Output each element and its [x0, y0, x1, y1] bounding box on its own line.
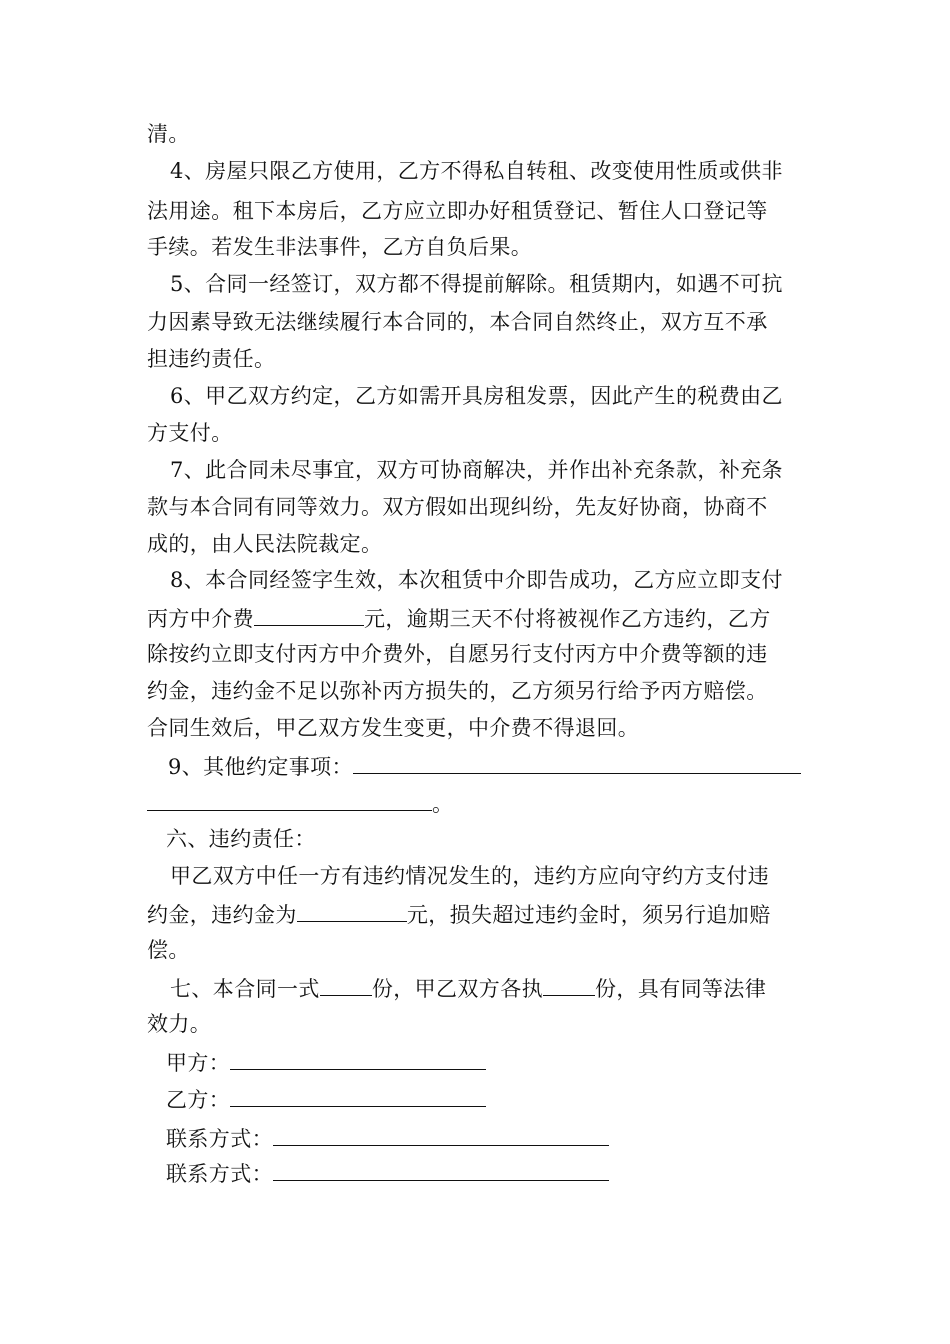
clause-4-line-1: 4、房屋只限乙方使用，乙方不得私自转租、改变使用性质或供非 [170, 159, 783, 183]
text-segment: 七、本合同一式 [170, 977, 320, 1001]
copies-count-blank[interactable] [320, 975, 372, 996]
contact-label: 联系方式： [166, 1127, 273, 1151]
penalty-amount-blank[interactable] [297, 901, 407, 922]
clause-9-line-2 [147, 790, 453, 816]
section-6-line-3: 偿。 [147, 938, 190, 962]
text-line: 清。 [147, 122, 190, 146]
clause-7-line-3: 成的，由人民法院裁定。 [147, 532, 383, 556]
clause-5-line-1: 5、合同一经签订，双方都不得提前解除。租赁期内，如遇不可抗 [170, 272, 783, 296]
section-6-line-1: 甲乙双方中任一方有违约情况发生的，违约方应向守约方支付违 [170, 864, 770, 888]
text-segment: 元，逾期三天不付将被视作乙方违约，乙方 [364, 607, 771, 631]
clause-8-line-5: 合同生效后，甲乙双方发生变更，中介费不得退回。 [147, 716, 640, 740]
contact-blank[interactable] [273, 1160, 609, 1181]
clause-9-line-1 [168, 753, 801, 779]
text-segment: 份，甲乙双方各执 [371, 977, 544, 1001]
text-segment: 。 [432, 792, 454, 816]
other-terms-blank[interactable] [353, 753, 801, 774]
party-b-label: 乙方： [166, 1088, 231, 1112]
clause-5-line-3: 担违约责任。 [147, 347, 276, 371]
contact-line-2 [166, 1160, 609, 1186]
text-segment: 份，具有同等法律 [595, 977, 767, 1001]
clause-7-line-1: 7、此合同未尽事宜，双方可协商解决，并作出补充条款，补充条 [170, 458, 783, 482]
clause-8-line-1: 8、本合同经签字生效，本次租赁中介即告成功，乙方应立即支付 [170, 568, 783, 592]
clause-4-line-3: 手续。若发生非法事件，乙方自负后果。 [147, 235, 533, 259]
text-segment: 元，损失超过违约金时，须另行追加赔 [406, 903, 771, 927]
contact-line-1 [166, 1125, 609, 1151]
party-a-line [166, 1049, 486, 1075]
other-terms-blank-continued[interactable] [147, 790, 432, 811]
contact-blank[interactable] [273, 1125, 609, 1146]
clause-8-line-3: 除按约立即支付丙方中介费外，自愿另行支付丙方中介费等额的违 [147, 642, 768, 666]
clause-5-line-2: 力因素导致无法继续履行本合同的，本合同自然终止，双方互不承 [147, 310, 768, 334]
clause-8-line-2 [147, 605, 771, 631]
agency-fee-blank[interactable] [254, 605, 364, 626]
clause-7-line-2: 款与本合同有同等效力。双方假如出现纠纷，先友好协商，协商不 [147, 495, 768, 519]
contact-label: 联系方式： [166, 1162, 273, 1186]
section-7-line-2: 效力。 [147, 1012, 212, 1036]
party-b-line [166, 1086, 486, 1112]
party-a-blank[interactable] [230, 1049, 486, 1070]
text-segment: 约金，违约金为 [147, 903, 297, 927]
party-a-label: 甲方： [166, 1051, 231, 1075]
clause-6-line-2: 方支付。 [147, 421, 233, 445]
text-segment: 丙方中介费 [147, 607, 254, 631]
section-7-line-1 [170, 975, 766, 1001]
party-b-blank[interactable] [230, 1086, 486, 1107]
copies-each-blank[interactable] [543, 975, 595, 996]
section-6-heading: 六、违约责任： [166, 827, 316, 851]
clause-4-line-2: 法用途。租下本房后，乙方应立即办好租赁登记、暂住人口登记等 [147, 199, 768, 223]
section-6-line-2 [147, 901, 771, 927]
clause-8-line-4: 约金，违约金不足以弥补丙方损失的，乙方须另行给予丙方赔偿。 [147, 679, 768, 703]
text-segment: 9、其他约定事项： [168, 755, 353, 779]
clause-6-line-1: 6、甲乙双方约定，乙方如需开具房租发票，因此产生的税费由乙 [170, 384, 783, 408]
